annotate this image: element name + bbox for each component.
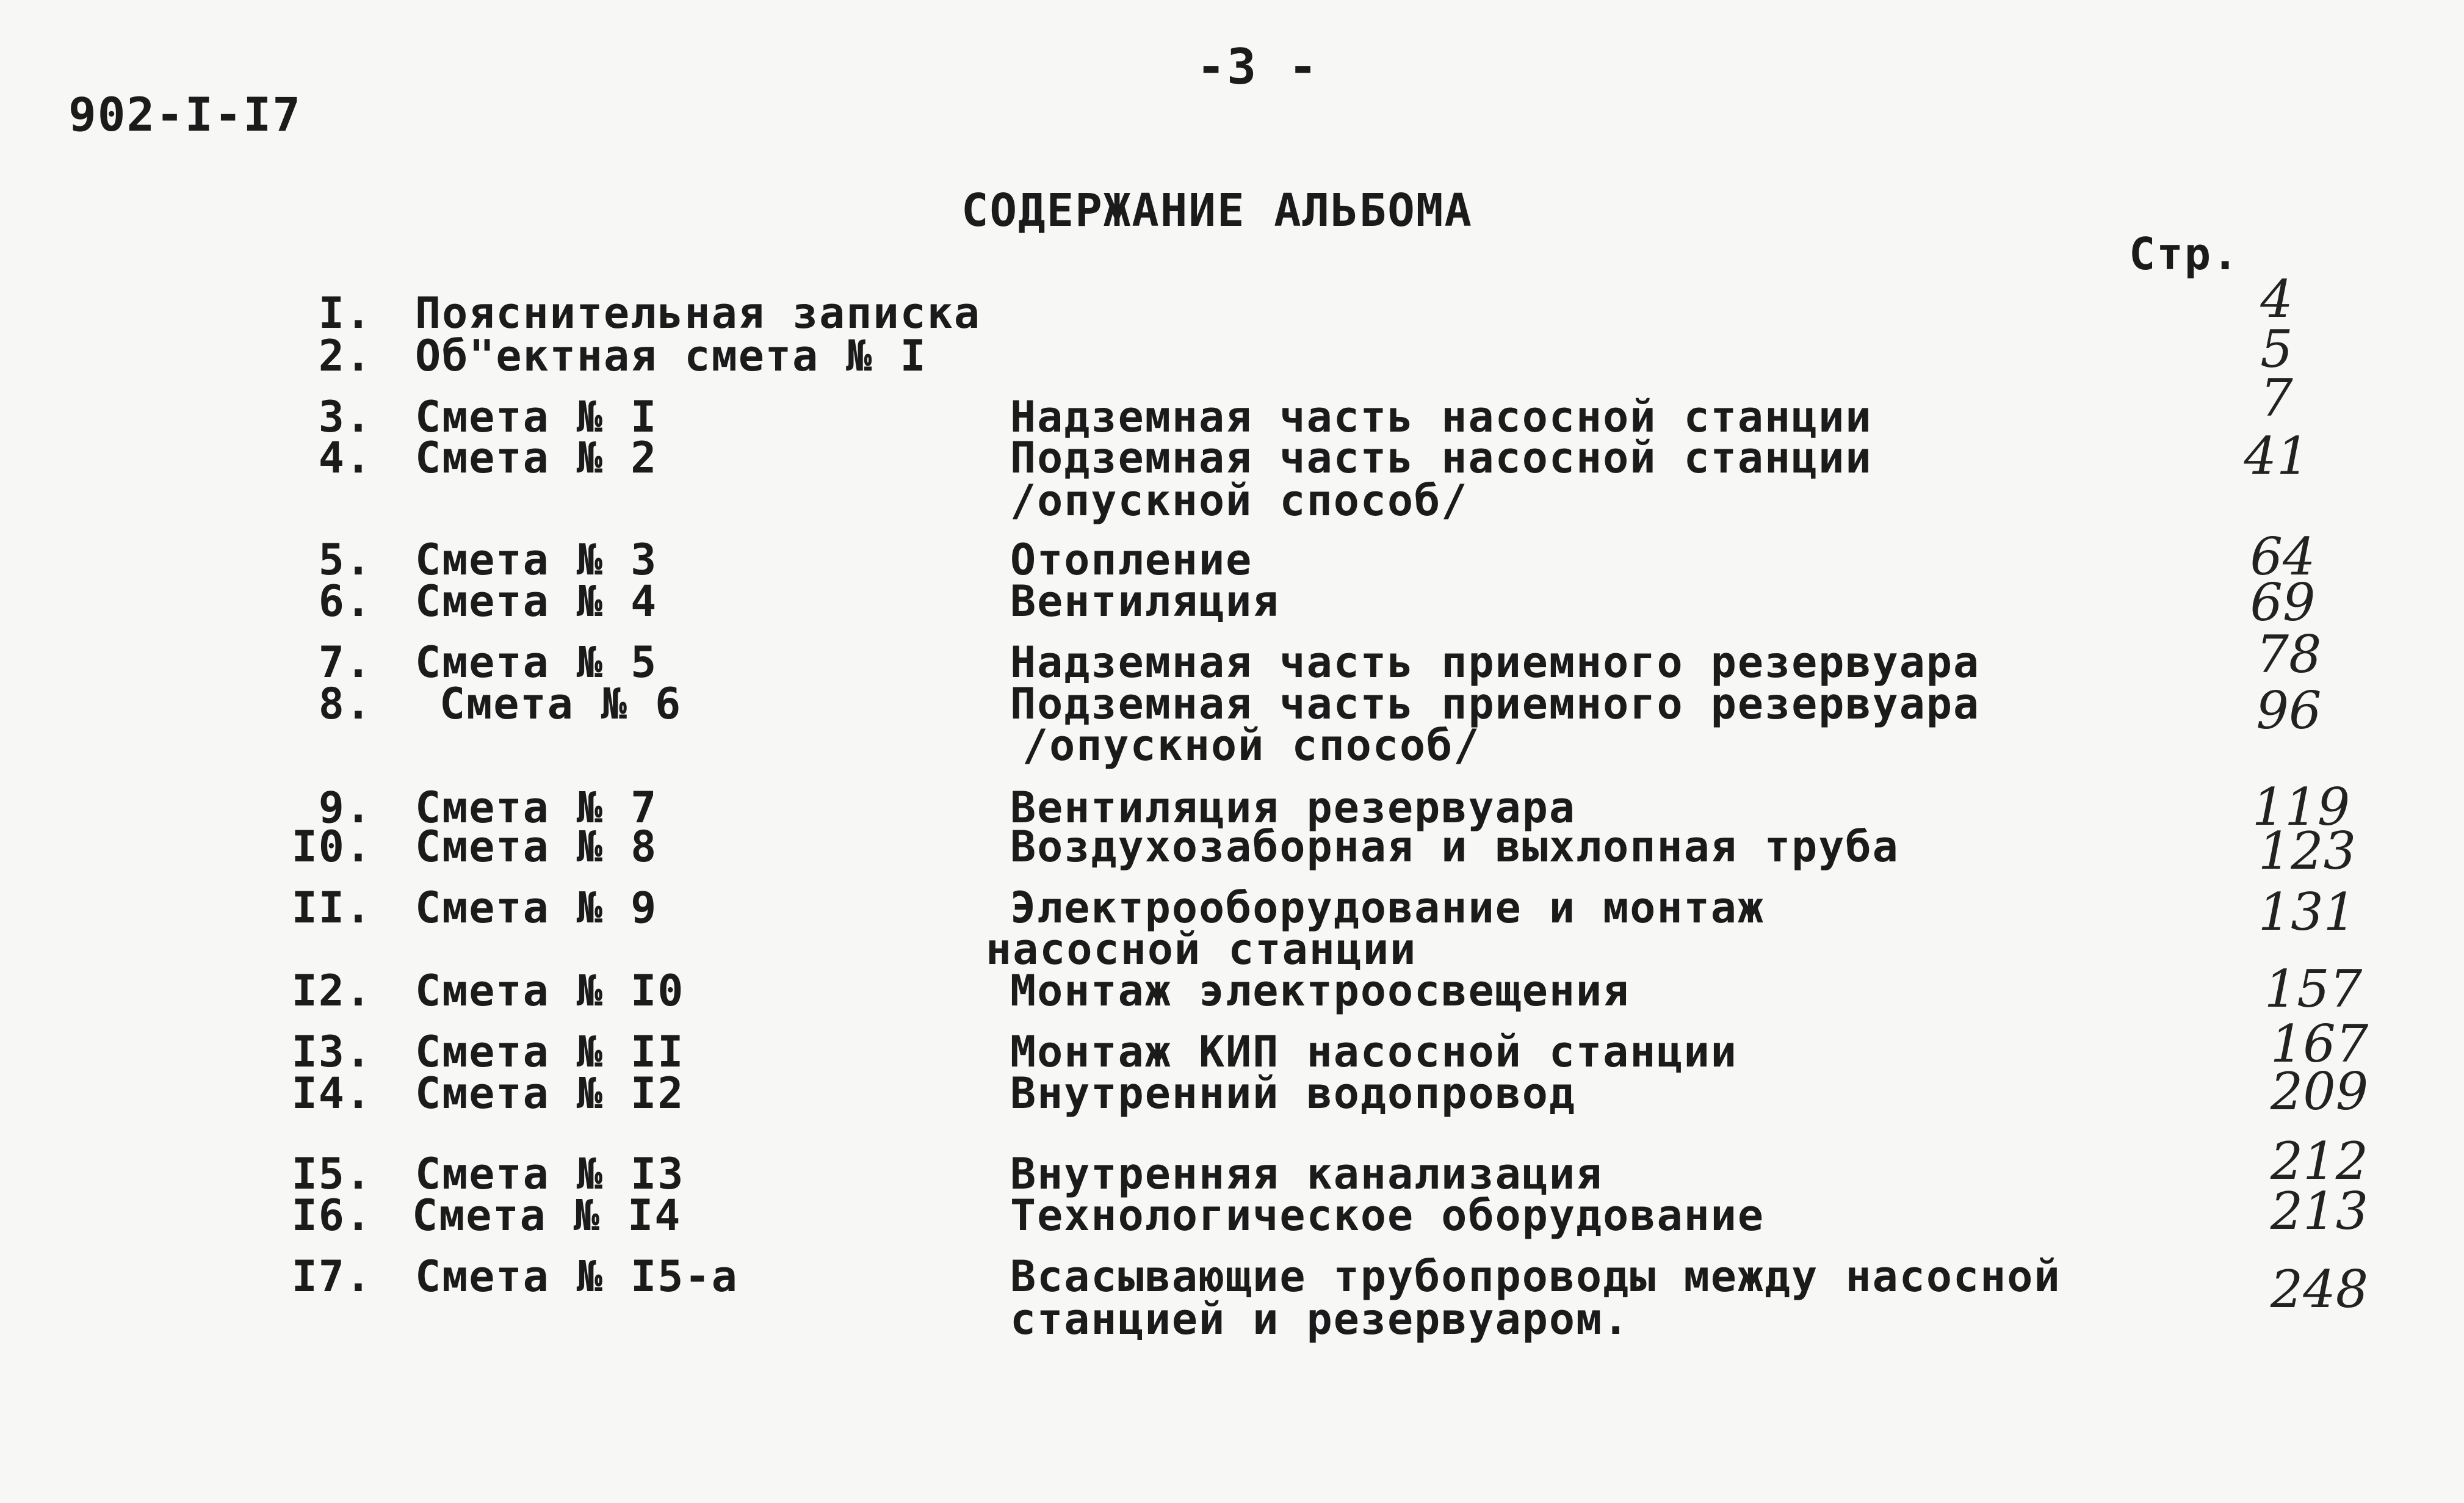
entry-name: Смета № 6 [439,679,682,729]
entry-name: Смета № 9 [415,883,658,933]
entry-name: Смета № 8 [415,822,658,872]
entry-name: Смета № 4 [415,576,658,626]
entry-page: 213 [2270,1181,2369,1241]
entry-number: 4. [318,433,372,483]
entry-description: станцией и резервуаром. [1010,1294,1630,1344]
entry-description: /опускной способ/ [1022,720,1481,770]
entry-description: /опускной способ/ [1010,476,1469,526]
entry-description: Вентиляция [1010,576,1280,626]
entry-description: Надземная часть приемного резервуара [1010,637,1981,687]
entry-name: Пояснительная записка [415,288,981,338]
entry-name: Смета № 3 [415,535,658,585]
entry-description: Надземная часть насосной станции [1010,392,1873,442]
entry-page: 69 [2250,573,2316,632]
entry-number: 2. [318,331,372,381]
entry-name: Смета № I2 [415,1068,685,1118]
entry-number: 6. [318,576,372,626]
entry-page: 157 [2264,959,2363,1019]
entry-page: 131 [2258,882,2357,942]
entry-number: I5. [291,1149,372,1199]
entry-page: 64 [2250,527,2316,587]
entry-description: Монтаж электроосвещения [1010,966,1630,1016]
entry-name: Смета № II [415,1027,685,1077]
entry-number: 7. [318,637,372,687]
entry-name: Смета № I5-а [415,1251,739,1302]
entry-page: 212 [2270,1131,2369,1191]
entry-name: Смета № I0 [415,966,685,1016]
entry-description: Технологическое оборудование [1010,1190,1765,1240]
entry-number: 3. [318,392,372,442]
entry-page: 41 [2244,426,2310,486]
entry-description: Всасывающие трубопроводы между насосной [1010,1251,2061,1302]
entry-name: Смета № 5 [415,637,658,687]
entry-number: I0. [291,822,372,872]
entry-description: насосной станции [986,924,1417,974]
entry-page: 4 [2260,269,2293,329]
entry-description: Подземная часть насосной станции [1010,433,1873,483]
entry-description: Электрооборудование и монтаж [1010,883,1765,933]
entry-number: 5. [318,535,372,585]
entry-number: II. [291,883,372,933]
pages-column-header: Стр. [2129,228,2240,280]
entry-description: Внутренний водопровод [1010,1068,1577,1118]
entry-description: Воздухозаборная и выхлопная труба [1010,822,1899,872]
entry-number: I2. [291,966,372,1016]
entry-number: I6. [291,1190,372,1240]
entry-number: I. [318,288,372,338]
entry-name: Смета № 2 [415,433,658,483]
entry-number: I4. [291,1068,372,1118]
entry-page: 78 [2256,625,2322,684]
entry-number: I3. [291,1027,372,1077]
entry-name: Смета № I3 [415,1149,685,1199]
entry-description: Внутренняя канализация [1010,1149,1603,1199]
entry-name: Об"ектная смета № I [415,331,927,381]
page-marker: -3 - [1196,38,1319,95]
entry-description: Подземная часть приемного резервуара [1010,679,1981,729]
entry-number: 8. [318,679,372,729]
entry-page: 123 [2258,821,2357,881]
entry-description: Вентиляция резервуара [1010,783,1577,833]
entry-name: Смета № 7 [415,783,658,833]
entry-page: 5 [2260,319,2293,379]
entry-page: 248 [2270,1259,2369,1319]
entry-name: Смета № I4 [412,1190,682,1240]
entry-page: 119 [2252,777,2350,837]
entry-number: I7. [291,1251,372,1302]
entry-page: 167 [2270,1014,2369,1074]
entry-page: 7 [2260,368,2293,428]
entry-description: Монтаж КИП насосной станции [1010,1027,1738,1077]
document-code: 902-I-I7 [68,87,302,142]
entry-number: 9. [318,783,372,833]
entry-name: Смета № I [415,392,658,442]
document-title: СОДЕРЖАНИЕ АЛЬБОМА [961,184,1473,237]
entry-page: 209 [2270,1062,2369,1121]
entry-page: 96 [2256,681,2322,741]
entry-description: Отопление [1010,535,1253,585]
